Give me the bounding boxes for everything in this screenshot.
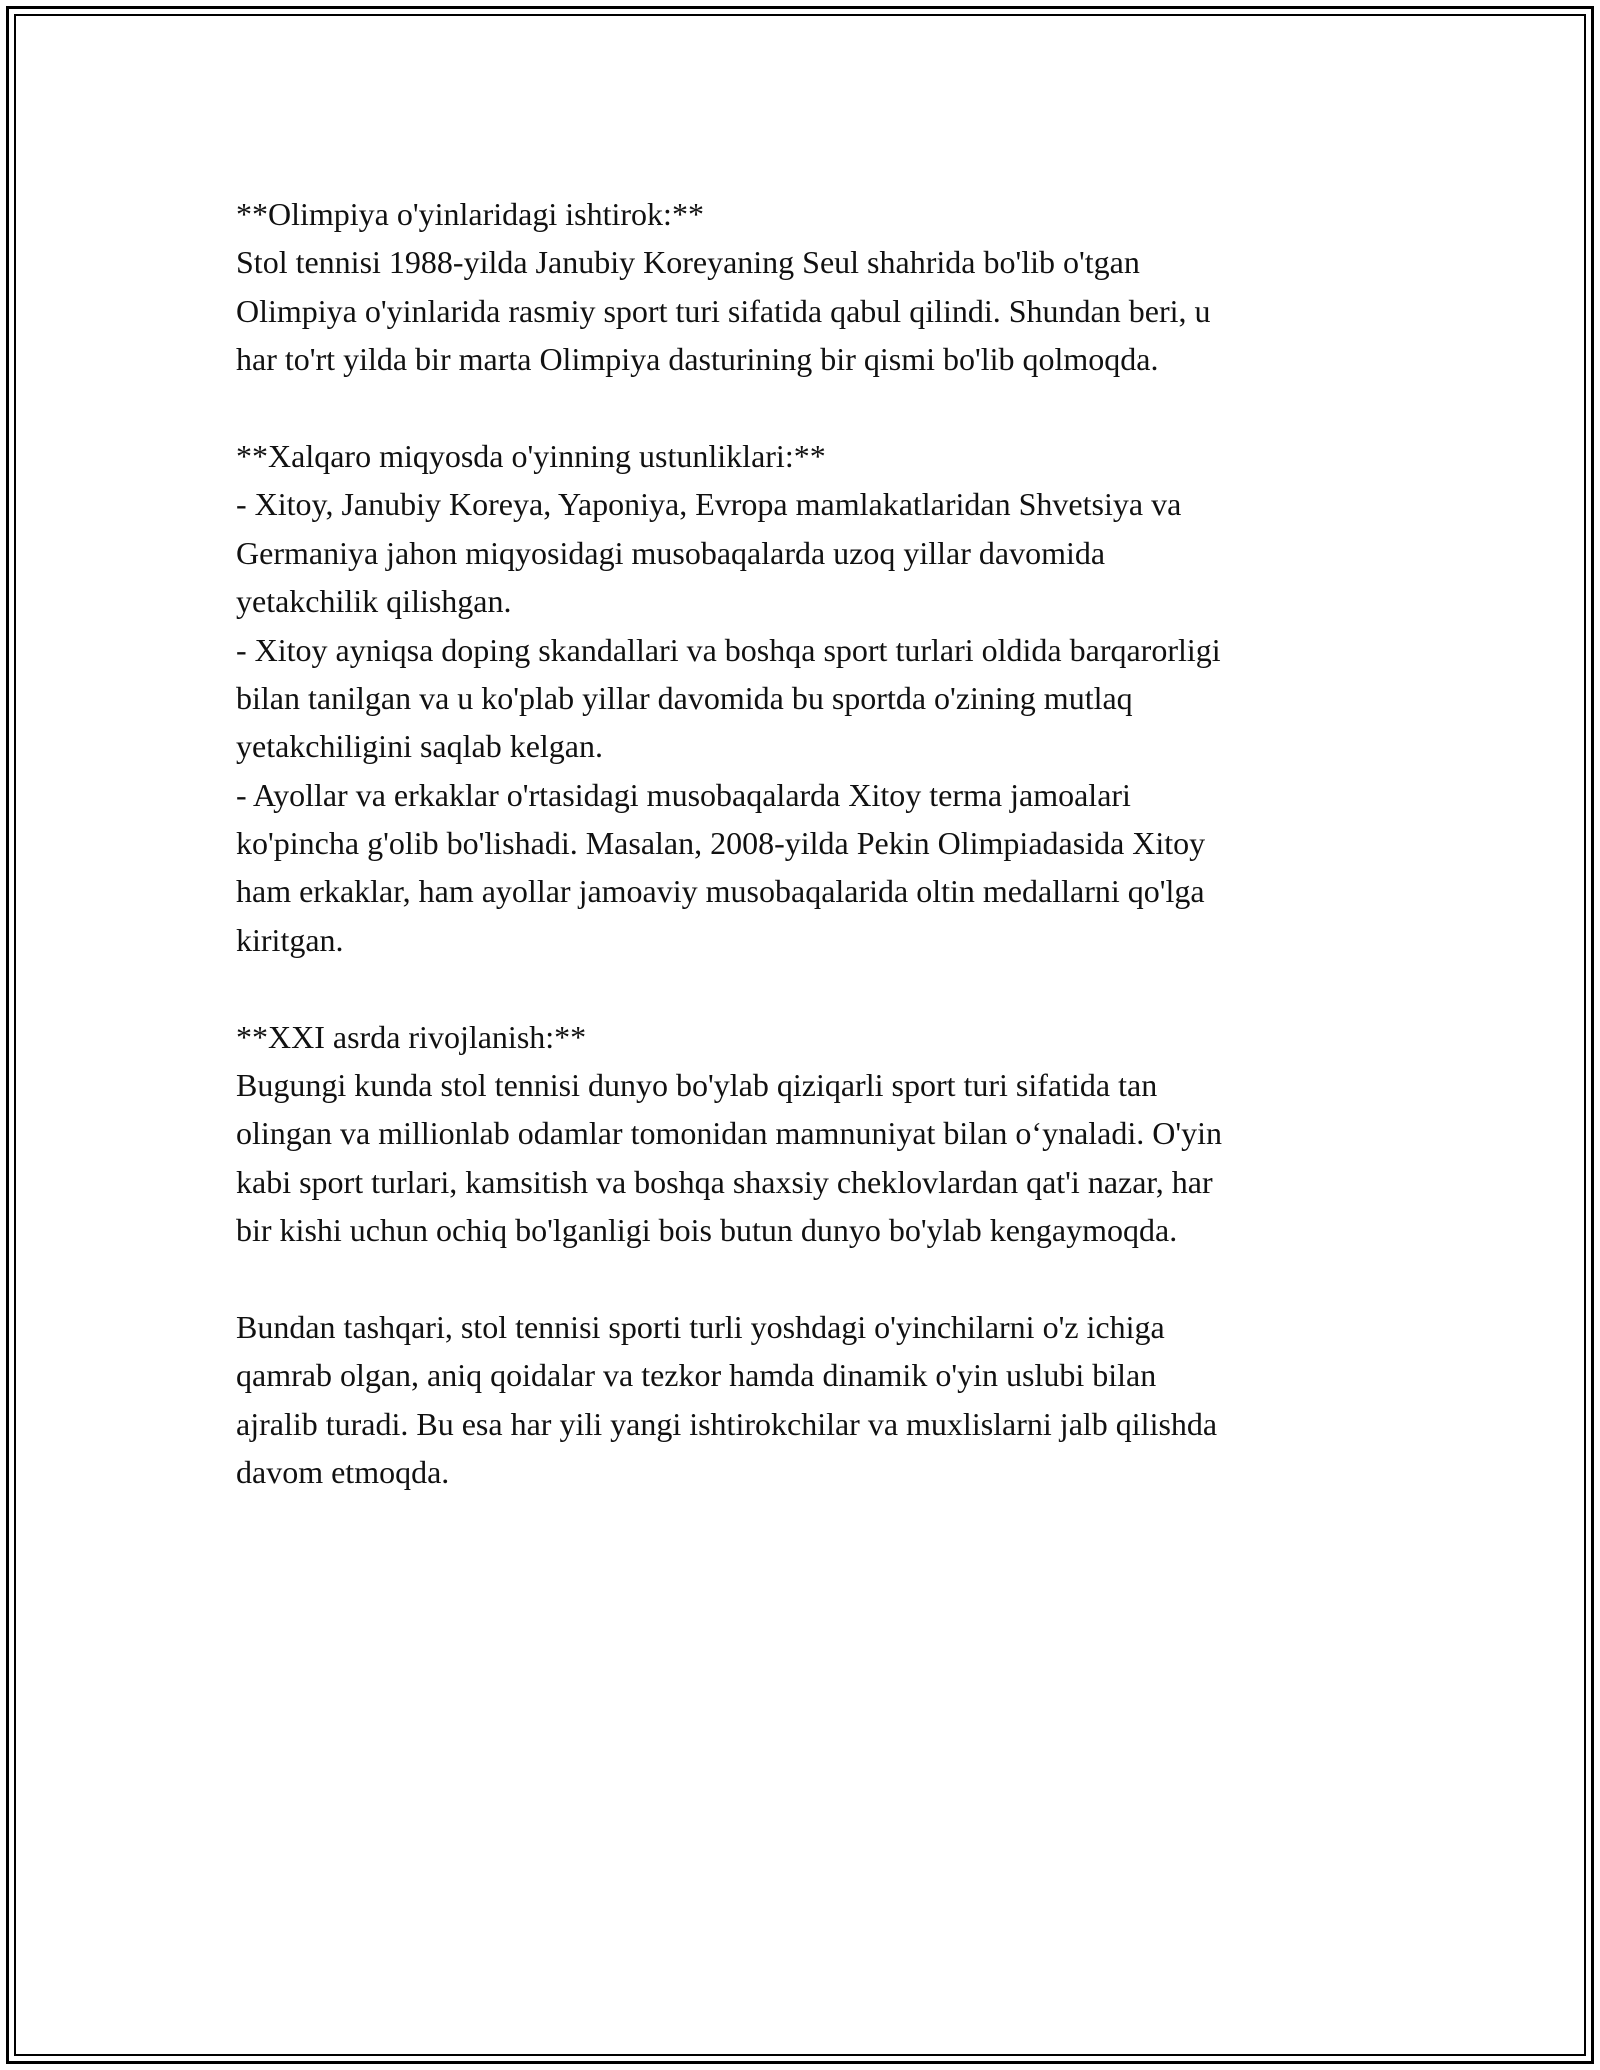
text-line: bilan tanilgan va u ko'plab yillar davomida bu sportda o'zining mutlaq: [236, 679, 1133, 716]
text-line: kabi sport turlari, kamsitish va boshqa shaxsiy cheklovlardan qat'i nazar, har: [236, 1163, 1213, 1200]
text-line: Bundan tashqari, stol tennisi sporti turli yoshdagi o'yinchilarni o'z ichiga: [236, 1308, 1165, 1345]
section-21st-century-development: [236, 1013, 1376, 1255]
text-line: yetakchiligini saqlab kelgan.: [236, 728, 603, 765]
text-line: Germaniya jahon miqyosidagi musobaqalarda uzoq yillar davomida: [236, 534, 1106, 571]
paragraph-spacer: [236, 964, 1376, 1012]
text-line: - Xitoy ayniqsa doping skandallari va boshqa sport turlari oldida barqarorligi: [236, 631, 1221, 668]
text-line: yetakchilik qilishgan.: [236, 583, 512, 620]
section-heading: **Olimpiya o'yinlaridagi ishtirok:**: [236, 196, 704, 232]
section-closing-paragraph: [236, 1303, 1376, 1497]
text-line: har to'rt yilda bir marta Olimpiya dasturining bir qismi bo'lib qolmoqda.: [236, 341, 1159, 378]
paragraph-spacer: [236, 1255, 1376, 1303]
text-line: Bugungi kunda stol tennisi dunyo bo'ylab qiziqarli sport turi sifatida tan: [236, 1067, 1158, 1104]
document-body: [236, 190, 1376, 1497]
text-line: - Xitoy, Janubiy Koreya, Yaponiya, Evropa mamlakatlaridan Shvetsiya va: [236, 486, 1182, 523]
text-line: Olimpiya o'yinlarida rasmiy sport turi sifatida qabul qilindi. Shundan beri, u: [236, 292, 1211, 329]
text-line: olingan va millionlab odamlar tomonidan mamnuniyat bilan o‘ynaladi. O'yin: [236, 1115, 1223, 1152]
paragraph-spacer: [236, 384, 1376, 432]
section-heading: **Xalqaro miqyosda o'yinning ustunliklari:**: [236, 437, 826, 474]
text-line: kiritgan.: [236, 921, 344, 958]
text-line: davom etmoqda.: [236, 1454, 450, 1491]
section-heading: **XXI asrda rivojlanish:**: [236, 1018, 587, 1055]
section-olympic-participation: [236, 190, 1376, 384]
section-international-advantages: [236, 432, 1376, 964]
text-line: ham erkaklar, ham ayollar jamoaviy musobaqalarida oltin medallarni qo'lga: [236, 873, 1205, 910]
text-line: ajralib turadi. Bu esa har yili yangi ishtirokchilar va muxlislarni jalb qilishda: [236, 1405, 1218, 1442]
text-line: qamrab olgan, aniq qoidalar va tezkor hamda dinamik o'yin uslubi bilan: [236, 1357, 1157, 1394]
text-line: ko'pincha g'olib bo'lishadi. Masalan, 2008-yilda Pekin Olimpiadasida Xitoy: [236, 825, 1206, 862]
text-line: Stol tennisi 1988-yilda Janubiy Koreyaning Seul shahrida bo'lib o'tgan: [236, 244, 1140, 281]
text-line: bir kishi uchun ochiq bo'lganligi bois butun dunyo bo'ylab kengaymoqda.: [236, 1212, 1178, 1249]
text-line: - Ayollar va erkaklar o'rtasidagi musobaqalarda Xitoy terma jamoalari: [236, 776, 1131, 813]
